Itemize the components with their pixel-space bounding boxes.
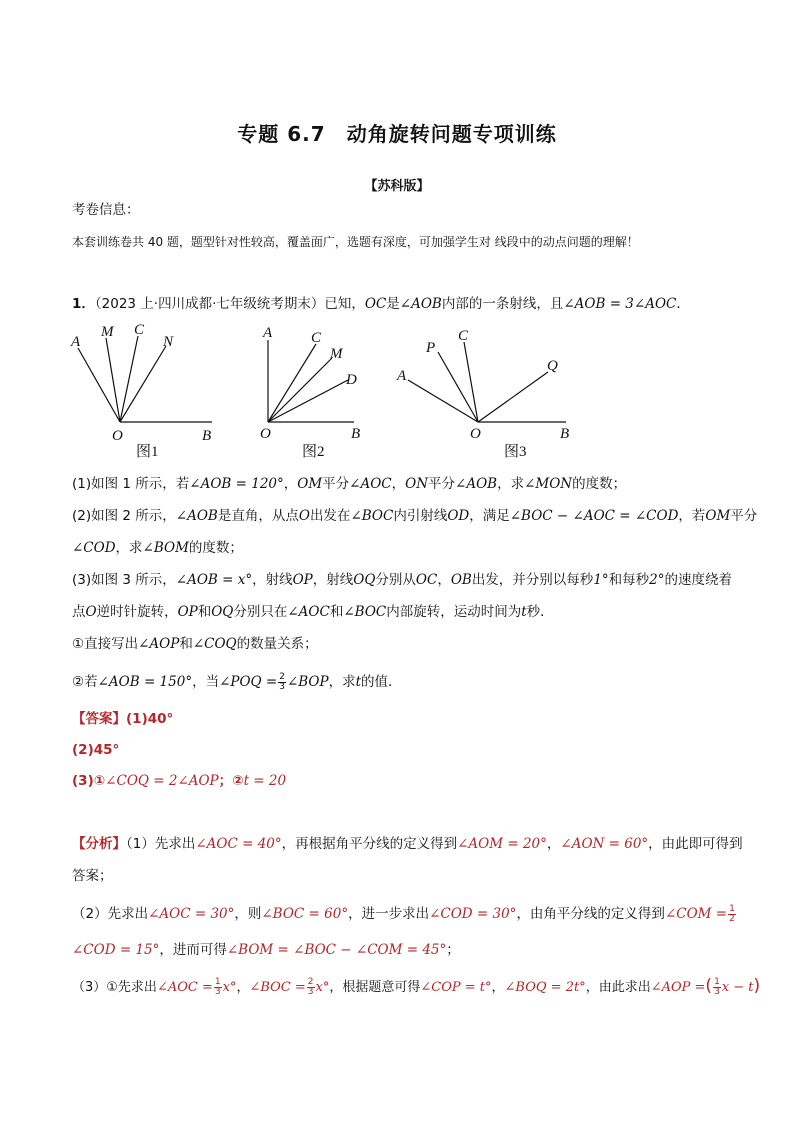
answer-label: 【答案】 [72,711,126,727]
page-title: 专题 6.7 动角旋转问题专项训练 [237,122,557,146]
exam-info-label: 考卷信息： [72,202,140,218]
analysis-line-1: 【分析】（1）先求出∠AOC = 40°，再根据角平分线的定义得到∠AOM = 20°，∠AON = 60°，由此即可得到 [72,836,743,852]
analysis-label: 【分析】 [72,836,126,852]
fraction: $\frac{1}{3}$ [714,977,720,997]
answer-line-1: 【答案】(1)40° [72,711,174,727]
fraction: $\frac{1}{2}$ [729,903,735,924]
fig2-label-A: A [263,325,273,341]
fraction: $\frac{2}{3}$ [307,977,314,997]
fig2-label-C: C [311,330,322,346]
fig3-ray-OQ [478,372,548,422]
fig2-ray-OM [268,358,332,422]
fig1-label-M: M [101,324,114,340]
fig1-caption: 图1 [136,444,159,460]
answer-line-2: (2)45° [72,742,120,758]
fig2-label-B: B [351,426,361,442]
fig2-label-O: O [260,426,271,442]
fraction: $\frac{1}{3}$ [214,977,221,997]
fig3-label-Q: Q [547,358,558,374]
fig3-label-P: P [426,340,436,356]
question-part-2: (2)如图 2 所示，∠AOB是直角，从点O出发在∠BOC内引射线OD，满足∠BOC − ∠AOC = ∠COD，若OM平分 [72,508,758,524]
fig2-label-D: D [346,372,357,388]
analysis-line-3: （3）①先求出∠AOC = $\frac{1}{3}$ x°，∠BOC = $\frac{2}{3}$ x°，根据题意可得∠COP = t°，∠BOQ = 2t°，由此求出∠AOP =( $\frac{1}{3}$ x − t) [72,976,761,997]
fig2-caption: 图2 [302,444,325,460]
fraction: $\frac{2}{3}$ [279,671,285,692]
fig1-label-C: C [134,322,145,338]
fig3-label-C: C [458,328,469,344]
fig2-ray-OD [268,380,348,422]
analysis-line-1b: 答案； [72,868,113,884]
question-figures [66,318,596,466]
question-part-3-cont: 点O逆时针旋转，OP和OQ分别只在∠AOC和∠BOC内部旋转，运动时间为t秒． [72,604,554,620]
fig1-label-N: N [163,334,174,350]
fig3-label-B: B [560,426,570,442]
fig1-label-B: B [202,428,212,444]
question-sub-1: ①直接写出∠AOP和∠COQ的数量关系； [72,636,318,652]
fig3-caption: 图3 [504,444,527,460]
analysis-line-2: （2）先求出∠AOC = 30°，则∠BOC = 60°，进一步求出∠COD = 30°，由角平分线的定义得到∠COM = $\frac{1}{2}$ [72,903,735,924]
fig1-ray-OC [120,336,138,422]
fig3-label-O: O [470,426,481,442]
fig2-ray-OC [268,344,316,422]
exam-info-text: 本套训练卷共 40 题，题型针对性较高，覆盖面广，选题有深度，可加强学生对 线段中的动点问题的理解！ [72,235,639,249]
question-part-2-cont: ∠COD，求∠BOM的度数； [72,540,243,556]
question-sub-2: ②若∠AOB = 150°，当∠POQ = $\frac{2}{3}$ ∠BOP，求t的值． [72,671,402,692]
fig3-ray-OA [408,380,478,422]
figure-1 [78,336,212,422]
answer-line-3: (3)①∠COQ = 2∠AOP；②t = 20 [72,773,287,789]
edition-label: 【苏科版】 [364,179,430,194]
question-part-3: (3)如图 3 所示，∠AOB = x°，射线OP，射线OQ分别从OC，OB出发，并分别以每秒1°和每秒2°的速度绕着 [72,572,732,588]
question-part-1: (1)如图 1 所示，若∠AOB = 120°，OM平分∠AOC，ON平分∠AOB，求∠MON的度数； [72,476,627,492]
fig1-ray-ON [120,346,166,422]
question-stem: 1．（2023 上·四川成都·七年级统考期末）已知，OC是∠AOB内部的一条射线，且∠AOB = 3∠AOC． [72,296,690,312]
fig3-label-A: A [397,368,407,384]
fig2-label-M: M [330,346,343,362]
fig1-label-A: A [71,334,81,350]
analysis-line-2b: ∠COD = 15°，进而可得∠BOM = ∠BOC − ∠COM = 45°； [72,942,460,958]
question-number: 1． [72,296,95,312]
fig1-label-O: O [112,428,123,444]
